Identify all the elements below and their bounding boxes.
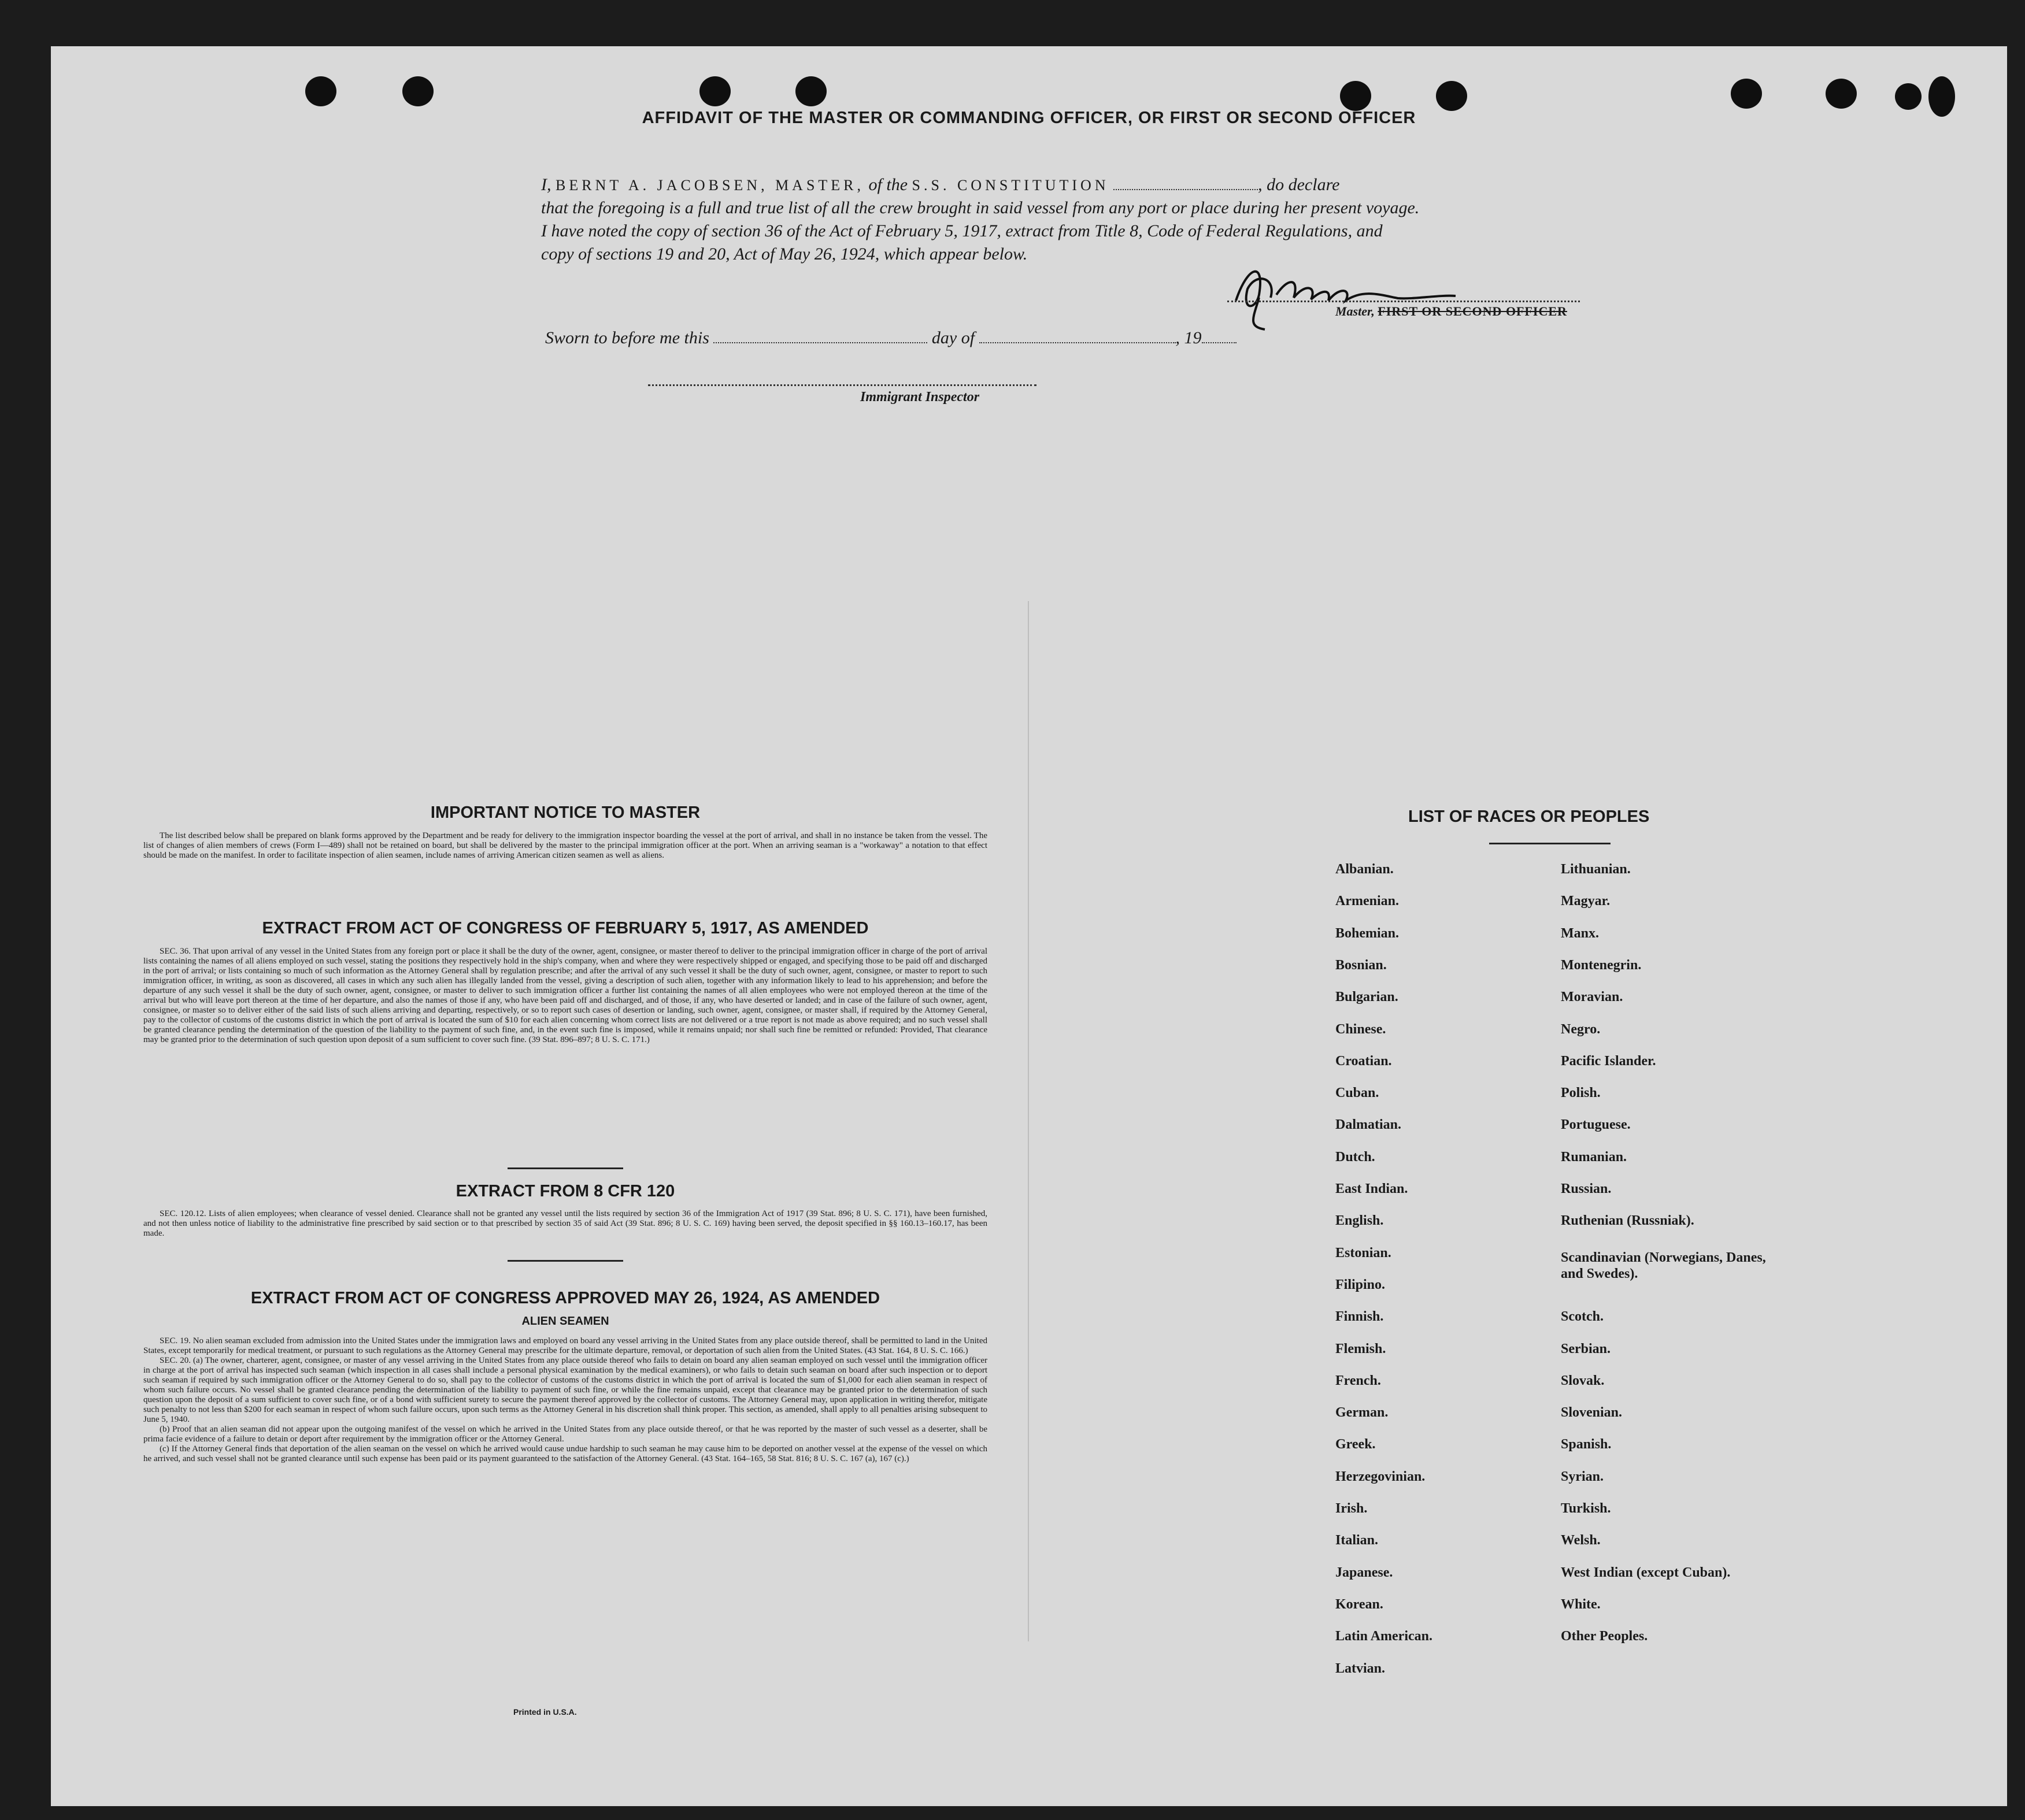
binder-hole [402,76,434,106]
race-item: Lithuanian. [1561,862,1631,877]
race-item: Portuguese. [1561,1117,1631,1133]
race-item: West Indian (except Cuban). [1561,1565,1731,1580]
affidavit-title: AFFIDAVIT OF THE MASTER OR COMMANDING OFFICER, OR FIRST OR SECOND OFFICER [642,109,1416,127]
extract1-title: EXTRACT FROM ACT OF CONGRESS OF FEBRUARY 5, 1917, AS AMENDED [262,919,869,937]
notice-body [143,831,987,861]
race-item: Bohemian. [1335,925,1400,941]
binder-hole [1436,81,1467,111]
affidavit-line-3: I have noted the copy of section 36 of the Act of February 5, 1917, extract from Title 8, Code of Federal Regulations, and [541,221,1383,240]
race-item: Korean. [1335,1596,1383,1612]
race-item: French. [1335,1373,1381,1388]
race-item: Russian. [1561,1181,1612,1196]
race-item: Pacific Islander. [1561,1053,1656,1069]
race-item: Herzegovinian. [1335,1469,1426,1484]
binder-hole [1731,79,1762,109]
races-title-rule [1489,843,1611,844]
year-label: , 19 [1175,328,1202,347]
master-signature [1224,254,1479,335]
master-name-field: BERNT A. JACOBSEN, MASTER, [556,177,865,194]
extract2-title: EXTRACT FROM 8 CFR 120 [456,1182,675,1200]
race-item: Dalmatian. [1335,1117,1401,1133]
race-item: Estonian. [1335,1245,1391,1261]
race-item: Syrian. [1561,1469,1604,1484]
sworn-month-field [979,328,1176,343]
race-item: Manx. [1561,925,1599,941]
extract3-subtitle: ALIEN SEAMEN [521,1315,609,1328]
race-item: Finnish. [1335,1309,1384,1325]
race-item: Negro. [1561,1021,1601,1037]
inspector-signature-line [648,384,1036,386]
race-item: Slovenian. [1561,1405,1623,1421]
declaration-prefix: I, [541,175,551,194]
document-page [51,46,2007,1806]
race-item: Polish. [1561,1085,1601,1101]
race-item: Bulgarian. [1335,989,1398,1005]
do-declare-label: , do declare [1258,175,1340,194]
binder-hole [1340,81,1371,111]
sworn-line [545,328,1360,348]
extract1-body [143,947,987,1045]
race-item: Montenegrin. [1561,957,1642,973]
race-item: German. [1335,1405,1389,1421]
race-item: Slovak. [1561,1373,1605,1388]
master-label-text: Master, [1335,304,1375,318]
sec20a-text: SEC. 20. (a) The owner, charterer, agent, consignee, or master of any vessel arriving in the United States from any place outside thereof who fails to detain on board any alien seaman employed on such vessel until the immigration officer in charge at the port of arrival has inspected such seaman (which inspection in all cases shall include a personal physical examination by the medical examiners), or who fails to detain such seaman on board after such inspection or to deport such seaman if required by such immigration officer or the Attorney General to do so, shall pay to the collector of customs of the customs district in which the port of arrival is located the sum of $1,000 for each alien seaman in respect of whom such failure occurs. No vessel shall be granted clearance pending the determination of the liability to payment of such fine, or while the fine remains unpaid, except that clearance may be granted prior to the determination of such question upon the deposit of a sum sufficient to cover such fine, or of a bond with sufficient surety to secure the payment thereof approved by the collector of customs. The Attorney General may, upon application in writing therefor, mitigate such penalty to not less than $200 for each seaman in respect of whom such failure occurs, upon such terms as the Attorney General in his discretion shall think proper. This section, as amended, shall apply to all penalties arising subsequent to June 5, 1940. [143,1356,987,1424]
binder-hole [1895,83,1922,110]
sec20c-text: (c) If the Attorney General finds that deportation of the alien seaman on the vessel on which he arrived would cause undue hardship to such seaman he may cause him to be deported on another vessel at the expense of the vessel on which he arrived, and such vessel shall not be granted clearance until such expense has been paid or its payment guaranteed to the satisfaction of the Attorney General. (43 Stat. 164–165, 58 Stat. 816; 8 U. S. C. 167 (a), 167 (c).) [143,1444,987,1463]
race-item: White. [1561,1596,1601,1612]
declaration-line [541,173,1639,197]
vessel-name-field: S.S. CONSTITUTION [912,177,1109,194]
binder-hole [1826,79,1857,109]
section-rule [508,1167,623,1169]
race-item: Armenian. [1335,894,1399,909]
race-item: Croatian. [1335,1053,1392,1069]
dotted-fill-line [1113,175,1258,190]
race-item: Latin American. [1335,1629,1432,1644]
race-item: English. [1335,1213,1384,1229]
day-of-label: day of [931,328,975,347]
races-title: LIST OF RACES OR PEOPLES [1408,807,1650,826]
race-item: Japanese. [1335,1565,1393,1580]
master-label [1335,304,1567,319]
race-item: Moravian. [1561,989,1623,1005]
extract3-body [143,1336,987,1464]
affidavit-line-4: copy of sections 19 and 20, Act of May 26, 1924, which appear below. [541,244,1028,264]
race-item: Serbian. [1561,1341,1611,1356]
race-item: Turkish. [1561,1501,1611,1516]
affidavit-line-2: that the foregoing is a full and true list of all the crew brought in said vessel from any port or place during her present voyage. [541,198,1420,217]
race-item: Albanian. [1335,862,1394,877]
race-item: Ruthenian (Russniak). [1561,1213,1694,1229]
race-item: Bosnian. [1335,957,1387,973]
notice-text: The list described below shall be prepared on blank forms approved by the Department and be ready for delivery to the immigration inspector boarding the vessel at the port of arrival, and shall in no instance be taken from the vessel. The list of changes of alien members of crews (Form I—489) shall not be retained on board, but shall be delivered by the master to the principal immigration officer at the port. When an arriving seaman is a "workaway" a notation to that effect should be made on the manifest. In order to facilitate inspection of alien seamen, include names of arriving American citizen seamen as well as aliens. [143,831,987,860]
race-item: Magyar. [1561,894,1611,909]
race-item: Welsh. [1561,1533,1601,1548]
column-divider [1028,601,1029,1641]
sec20b-text: (b) Proof that an alien seaman did not appear upon the outgoing manifest of the vessel on which he arrived in the United States from any place outside thereof, or that he was reported by the master of such vessel as a deserter, shall be prima facie evidence of a failure to detain or deport after requirement by the immigration officer or the Attorney General. [143,1425,987,1444]
race-item: Rumanian. [1561,1149,1627,1165]
race-item: Other Peoples. [1561,1629,1648,1644]
section-rule [508,1260,623,1262]
race-item: Filipino. [1335,1277,1386,1292]
race-item: Dutch. [1335,1149,1375,1165]
binder-hole [699,76,731,106]
race-item: Scandinavian (Norwegians, Danes, and Swedes). [1561,1250,1766,1281]
inspector-label: Immigrant Inspector [860,390,980,405]
sworn-label: Sworn to before me this [545,328,709,347]
binder-hole [305,76,336,106]
race-item: Chinese. [1335,1021,1386,1037]
sec120-text: SEC. 120.12. Lists of alien employees; when clearance of vessel denied. Clearance shall not be granted any vessel until the lists required by section 36 of the Immigration Act of 1917 (39 Stat. 896; 8 U. S. C. 171), have been furnished, and not then unless notice of liability to the administrative fine prescribed by said section or to that prescribed by section 35 of said Act (39 Stat. 896; 8 U. S. C. 169) having been served, the deposit specified in §§ 160.13–160.17, has been made. [143,1209,987,1238]
master-signature-line [1227,301,1580,302]
sworn-day-field [713,328,927,343]
sec36-text: SEC. 36. That upon arrival of any vessel in the United States from any foreign port or place it shall be the duty of the owner, agent, consignee, or master thereof to deliver to the principal immigration officer in charge of the port of arrival lists containing the names of all aliens employed on such vessel, stating the positions they respectively hold in the ship's company, when and where they were respectively shipped or engaged, and specifying those to be paid off and discharged in the port of arrival; or lists containing so much of such information as the Attorney General shall by regulation prescribe; and after the arrival of any such vessel it shall be the duty of such owner, agent, consignee, or master to report to such immigration officer, in writing, as soon as discovered, all cases in which any such alien has illegally landed from the vessel, giving a description of such alien, together with any information likely to lead to his apprehension; and before the departure of any such vessel it shall be the duty of such owner, agent, consignee, or master to deliver to such immigration officer a further list containing the names of all alien employees who were not employed thereon at the time of the arrival but who will leave port thereon at the time of her departure, and also the names of those if any, who have been paid off and discharged, and of those, if any, who have deserted or landed; and in case of the failure of such owner, agent, consignee, or master so to deliver either of the said lists of such aliens arriving and departing, respectively, or so to report such cases of desertion or landing, such owner, agent, consignee, or master shall, if required by the Attorney General, pay to the collector of customs of the customs district in which the port of arrival is located the sum of $10 for each alien concerning whom correct lists are not delivered or a true report is not made as above required; and no such vessel shall be granted clearance pending the determination of the question of the liability to the payment of such fine, and, in the event such fine is imposed, while it remains unpaid; nor shall such fine be remitted or refunded: Provided, That clearance may be granted prior to the determination of such question upon deposit of a sum sufficient to cover such fine. (39 Stat. 896–897; 8 U. S. C. 171.) [143,947,987,1044]
race-item: East Indian. [1335,1181,1408,1196]
race-item: Scotch. [1561,1309,1604,1325]
race-item: Flemish. [1335,1341,1386,1356]
race-item: Latvian. [1335,1660,1386,1676]
of-the-label: of the [868,175,908,194]
race-item: Greek. [1335,1437,1376,1452]
sworn-year-field [1202,328,1237,343]
race-item: Spanish. [1561,1437,1612,1452]
binder-hole [795,76,827,106]
notice-title: IMPORTANT NOTICE TO MASTER [430,803,701,822]
extract3-title: EXTRACT FROM ACT OF CONGRESS APPROVED MAY 26, 1924, AS AMENDED [250,1289,880,1307]
printed-in-usa: Printed in U.S.A. [513,1707,577,1717]
race-item: Italian. [1335,1533,1379,1548]
sec19-text: SEC. 19. No alien seaman excluded from admission into the United States under the immigration laws and employed on board any vessel arriving in the United States from any place outside thereof, shall be permitted to land in the United States, except temporarily for medical treatment, or pursuant to such regulations as the Attorney General may prescribe for the ultimate departure, removal, or deportation of such alien from the United States. (43 Stat. 164, 8 U. S. C. 166.) [143,1336,987,1355]
extract2-body [143,1209,987,1239]
struck-officer-text: FIRST OR SECOND OFFICER [1378,304,1567,318]
race-item: Irish. [1335,1501,1368,1516]
race-item: Cuban. [1335,1085,1379,1101]
